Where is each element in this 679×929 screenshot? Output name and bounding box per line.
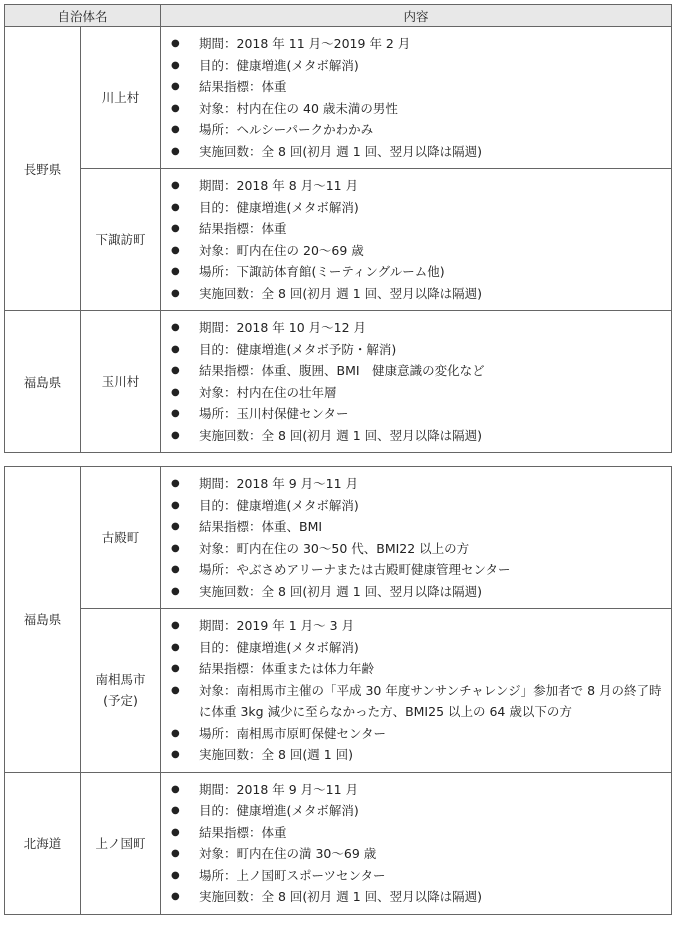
item-text: 目的：健康増進(メタボ解消) bbox=[199, 199, 359, 215]
municipality-cell: 古殿町 bbox=[81, 467, 161, 609]
item-text: 期間：2018 年 10 月～12 月 bbox=[199, 320, 367, 335]
bullet-icon: ● bbox=[171, 826, 180, 838]
item-text: 目的：健康増進(メタボ予防・解消) bbox=[199, 341, 397, 357]
item-text: 対象：南相馬市主催の「平成 30 年度サンサンチャレンジ」参加者で 8 月の終了時に体重 3kg 減少に至らなかった方、BMI25 以上の 64 歳以下の方 bbox=[199, 682, 662, 719]
list-item bbox=[171, 425, 671, 447]
item-text: 対象：町内在住の 20～69 歳 bbox=[199, 242, 364, 258]
bullet-icon: ● bbox=[171, 244, 180, 256]
bullet-icon: ● bbox=[171, 365, 180, 376]
bullet-icon: ● bbox=[171, 223, 180, 234]
list-item bbox=[171, 240, 671, 262]
bullet-icon: ● bbox=[171, 805, 180, 816]
item-text: 対象：村内在住の 40 歳未満の男性 bbox=[199, 100, 398, 116]
bullet-icon: ● bbox=[171, 180, 180, 191]
bullet-icon: ● bbox=[171, 322, 180, 333]
bullet-icon: ● bbox=[171, 749, 180, 760]
list-item bbox=[171, 865, 671, 887]
table-row bbox=[5, 311, 672, 453]
list-item bbox=[171, 658, 671, 680]
item-text: 場所：ヘルシーパークかわかみ bbox=[199, 122, 374, 137]
list-item bbox=[171, 559, 671, 581]
item-text: 期間：2018 年 9 月～11 月 bbox=[199, 781, 359, 797]
item-text: 結果指標：体重、腹囲、BMI 健康意識の変化など bbox=[199, 363, 485, 378]
bullet-icon: ● bbox=[171, 848, 180, 859]
municipality-cell: 南相馬市 (予定) bbox=[81, 609, 161, 773]
item-text: 対象：村内在住の壮年層 bbox=[199, 384, 337, 400]
list-item bbox=[171, 175, 671, 197]
bullet-icon: ● bbox=[171, 429, 180, 441]
item-text: 期間：2018 年 8 月～11 月 bbox=[199, 178, 359, 193]
bullet-icon: ● bbox=[171, 38, 180, 49]
list-item bbox=[171, 261, 671, 283]
item-text: 場所：上ノ国町スポーツセンター bbox=[199, 867, 386, 883]
bullet-icon: ● bbox=[171, 408, 180, 419]
content-cell bbox=[161, 609, 672, 773]
bullet-icon: ● bbox=[171, 59, 180, 71]
table-row bbox=[5, 467, 672, 609]
bullet-icon: ● bbox=[171, 266, 180, 277]
item-text: 対象：町内在住の 30～50 代、BMI22 以上の方 bbox=[199, 540, 470, 556]
list-item bbox=[171, 615, 671, 637]
bullet-icon: ● bbox=[171, 521, 180, 532]
table-row bbox=[5, 772, 672, 914]
list-item bbox=[171, 800, 671, 822]
bullet-icon: ● bbox=[171, 564, 180, 575]
bullet-icon: ● bbox=[171, 81, 180, 92]
bullet-icon: ● bbox=[171, 542, 180, 554]
bullet-icon: ● bbox=[171, 641, 180, 653]
content-cell bbox=[161, 169, 672, 311]
list-item bbox=[171, 317, 671, 339]
municipality-cell: 下諏訪町 bbox=[81, 169, 161, 311]
item-text: 目的：健康増進(メタボ解消) bbox=[199, 803, 359, 818]
table-row bbox=[5, 27, 672, 169]
list-item bbox=[171, 779, 671, 801]
list-item bbox=[171, 680, 671, 723]
table-row bbox=[5, 169, 672, 311]
bullet-icon: ● bbox=[171, 684, 180, 696]
item-text: 実施回数：全 8 回(初月 週 1 回、翌月以降は隔週) bbox=[199, 143, 483, 159]
header-row bbox=[5, 5, 672, 27]
municipality-cell: 玉川村 bbox=[81, 311, 161, 453]
content-cell bbox=[161, 311, 672, 453]
municipality-cell: 上ノ国町 bbox=[81, 772, 161, 914]
list-item bbox=[171, 283, 671, 305]
list-item bbox=[171, 516, 671, 538]
bullet-icon: ● bbox=[171, 869, 180, 881]
bullet-icon: ● bbox=[171, 663, 180, 674]
prefecture-cell: 福島県 bbox=[5, 311, 81, 453]
item-text: 結果指標：体重 bbox=[199, 824, 287, 840]
list-item bbox=[171, 55, 671, 77]
list-item bbox=[171, 33, 671, 55]
header-content: 内容 bbox=[161, 5, 672, 27]
item-text: 結果指標：体重または体力年齢 bbox=[199, 661, 375, 676]
list-item bbox=[171, 141, 671, 163]
prefecture-cell: 北海道 bbox=[5, 772, 81, 914]
item-text: 期間：2018 年 9 月～11 月 bbox=[199, 476, 359, 491]
item-text: 実施回数：全 8 回(初月 週 1 回、翌月以降は隔週) bbox=[199, 427, 483, 443]
content-cell bbox=[161, 467, 672, 609]
list-item bbox=[171, 538, 671, 560]
item-text: 目的：健康増進(メタボ解消) bbox=[199, 57, 359, 73]
list-item bbox=[171, 723, 671, 745]
list-item bbox=[171, 473, 671, 495]
bullet-icon: ● bbox=[171, 891, 180, 902]
item-text: 目的：健康増進(メタボ解消) bbox=[199, 639, 359, 655]
item-text: 場所：玉川村保健センター bbox=[199, 406, 349, 421]
bullet-icon: ● bbox=[171, 343, 180, 355]
item-text: 期間：2018 年 11 月～2019 年 2 月 bbox=[199, 36, 411, 51]
program-table-1 bbox=[4, 4, 672, 453]
list-item bbox=[171, 403, 671, 425]
item-text: 場所：南相馬市原町保健センター bbox=[199, 725, 387, 741]
bullet-icon: ● bbox=[171, 585, 180, 597]
bullet-icon: ● bbox=[171, 478, 180, 489]
list-item bbox=[171, 637, 671, 659]
bullet-icon: ● bbox=[171, 145, 180, 157]
item-text: 実施回数：全 8 回(初月 週 1 回、翌月以降は隔週) bbox=[199, 889, 483, 904]
item-text: 実施回数：全 8 回(初月 週 1 回、翌月以降は隔週) bbox=[199, 285, 483, 301]
bullet-icon: ● bbox=[171, 783, 180, 795]
item-text: 場所：やぶさめアリーナまたは古殿町健康管理センター bbox=[199, 562, 511, 577]
list-item bbox=[171, 822, 671, 844]
content-cell bbox=[161, 772, 672, 914]
list-item bbox=[171, 76, 671, 98]
bullet-icon: ● bbox=[171, 124, 180, 135]
item-text: 場所：下諏訪体育館(ミーティングルーム他) bbox=[199, 264, 445, 279]
list-item bbox=[171, 197, 671, 219]
program-table-2 bbox=[4, 466, 672, 915]
list-item bbox=[171, 339, 671, 361]
item-text: 結果指標：体重、BMI bbox=[199, 519, 323, 534]
list-item bbox=[171, 119, 671, 141]
list-item bbox=[171, 744, 671, 766]
header-municipality: 自治体名 bbox=[5, 5, 161, 27]
bullet-icon: ● bbox=[171, 201, 180, 213]
item-text: 実施回数：全 8 回(週 1 回) bbox=[199, 747, 354, 762]
list-item bbox=[171, 495, 671, 517]
list-item bbox=[171, 382, 671, 404]
item-text: 期間：2019 年 1 月～ 3 月 bbox=[199, 618, 355, 633]
list-item bbox=[171, 98, 671, 120]
list-item bbox=[171, 218, 671, 240]
prefecture-cell: 福島県 bbox=[5, 467, 81, 773]
bullet-icon: ● bbox=[171, 499, 180, 511]
content-cell bbox=[161, 27, 672, 169]
table-row bbox=[5, 609, 672, 773]
item-text: 結果指標：体重 bbox=[199, 221, 287, 236]
bullet-icon: ● bbox=[171, 287, 180, 299]
item-text: 対象：町内在住の満 30～69 歳 bbox=[199, 846, 377, 861]
list-item bbox=[171, 886, 671, 908]
list-item bbox=[171, 581, 671, 603]
list-item bbox=[171, 360, 671, 382]
bullet-icon: ● bbox=[171, 102, 180, 114]
item-text: 結果指標：体重 bbox=[199, 79, 287, 94]
item-text: 実施回数：全 8 回(初月 週 1 回、翌月以降は隔週) bbox=[199, 583, 483, 599]
item-text: 目的：健康増進(メタボ解消) bbox=[199, 497, 359, 513]
bullet-icon: ● bbox=[171, 386, 180, 398]
prefecture-cell: 長野県 bbox=[5, 27, 81, 311]
list-item bbox=[171, 843, 671, 865]
bullet-icon: ● bbox=[171, 727, 180, 739]
municipality-cell: 川上村 bbox=[81, 27, 161, 169]
bullet-icon: ● bbox=[171, 620, 180, 631]
